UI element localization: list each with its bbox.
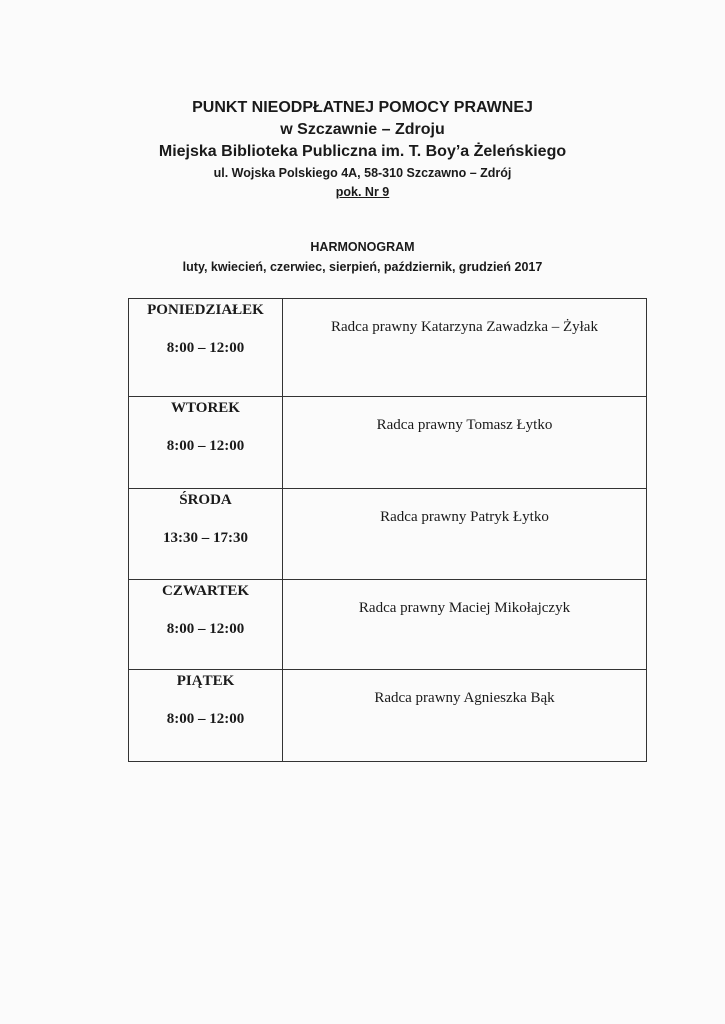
day-name: WTOREK [171,400,240,416]
person-cell [283,670,647,762]
schedule-months: luty, kwiecień, czerwiec, sierpień, październik, grudzień 2017 [182,260,543,274]
header-room: pok. Nr 9 [335,185,390,199]
day-name: CZWARTEK [162,583,249,599]
person-name: Radca prawny Agnieszka Bąk [374,690,555,706]
table-row [129,670,647,762]
day-cell [129,299,283,397]
person-cell [283,299,647,397]
day-name: ŚRODA [179,492,232,508]
day-hours: 8:00 – 12:00 [166,711,245,727]
table-row [129,299,647,397]
person-cell [283,397,647,489]
person-name: Radca prawny Maciej Mikołajczyk [358,600,571,616]
day-name: PIĄTEK [176,673,235,689]
day-cell [129,489,283,580]
day-hours: 8:00 – 12:00 [166,438,245,454]
person-cell [283,580,647,670]
schedule-heading [0,237,725,277]
day-name: PONIEDZIAŁEK [147,302,264,318]
document-header [0,97,725,201]
schedule-table [128,298,647,762]
day-cell [129,670,283,762]
table-row [129,580,647,670]
header-title: PUNKT NIEODPŁATNEJ POMOCY PRAWNEJ [192,99,533,116]
person-name: Radca prawny Patryk Łytko [380,509,549,525]
day-hours: 13:30 – 17:30 [163,530,248,546]
person-name: Radca prawny Tomasz Łytko [376,417,553,433]
day-cell [129,397,283,489]
schedule-title: HARMONOGRAM [310,240,415,254]
person-name: Radca prawny Katarzyna Zawadzka – Żyłak [331,319,598,335]
table-row [129,397,647,489]
table-row [129,489,647,580]
header-address: ul. Wojska Polskiego 4A, 58-310 Szczawno – Zdrój [213,166,512,180]
day-hours: 8:00 – 12:00 [166,340,245,356]
header-institution: Miejska Biblioteka Publiczna im. T. Boy’a Żeleńskiego [158,143,567,160]
person-cell [283,489,647,580]
day-cell [129,580,283,670]
header-location: w Szczawnie – Zdroju [280,121,445,138]
day-hours: 8:00 – 12:00 [166,621,245,637]
